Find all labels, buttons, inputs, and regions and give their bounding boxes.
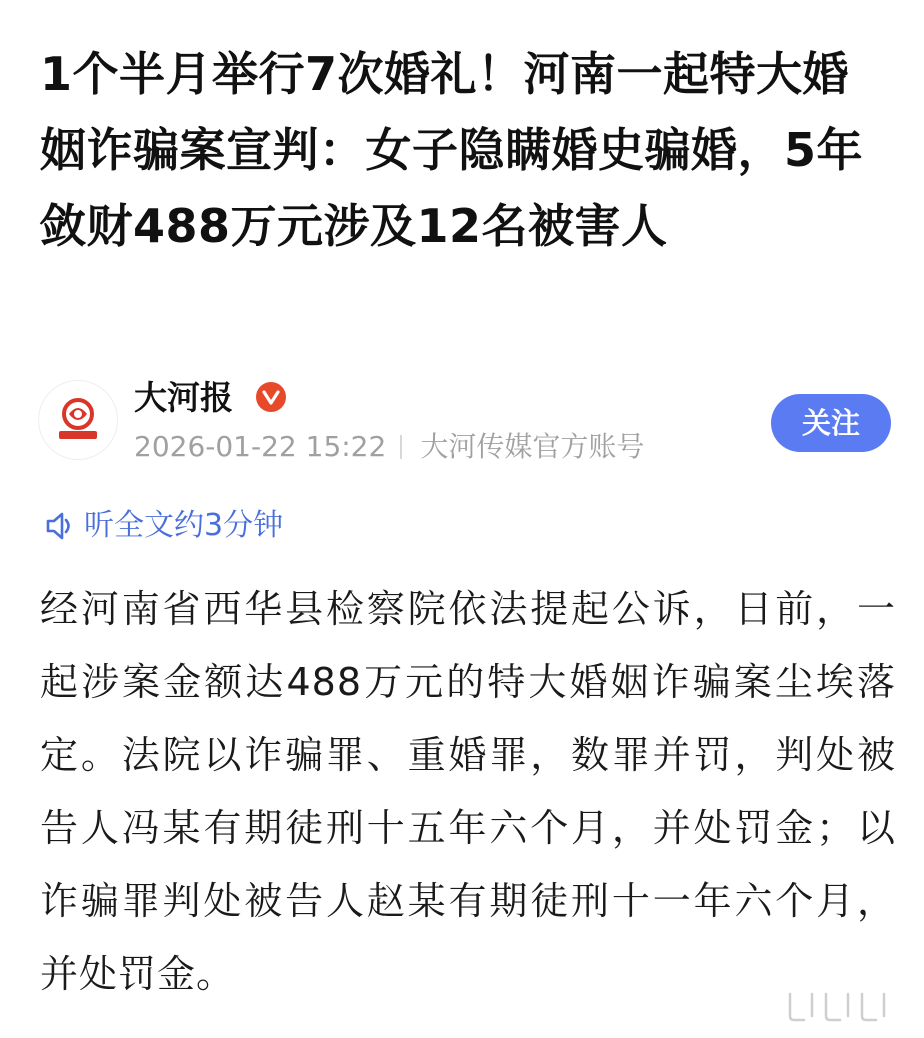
author-meta [134, 428, 644, 466]
listen-full-text-button[interactable] [42, 504, 283, 548]
speaker-icon [42, 508, 78, 544]
author-row [38, 368, 898, 478]
article-title: 1个半月举行7次婚礼！河南一起特大婚姻诈骗案宣判：女子隐瞒婚史骗婚，5年敛财488万元涉及12名被害人 [40, 47, 864, 253]
listen-label: 听全文约3分钟 [84, 508, 284, 543]
article-body: 经河南省西华县检察院依法提起公诉，日前，一起涉案金额达488万元的特大婚姻诈骗案尘埃落定。法院以诈骗罪、重婚罪，数罪并罚，判处被告人冯某有期徒刑十五年六个月，并处罚金；以诈骗罪判处被告人赵某有期徒刑十一年六个月，并处罚金。 [40, 587, 896, 996]
meta-divider [400, 435, 402, 459]
dahe-bao-logo-icon[interactable] [38, 380, 118, 460]
platform-watermark-icon [786, 990, 896, 1024]
account-type: 大河传媒官方账号 [420, 430, 645, 463]
publish-timestamp: 2026-01-22 15:22 [134, 430, 387, 463]
verified-badge-icon [256, 382, 286, 412]
author-name[interactable]: 大河报 [134, 378, 233, 417]
follow-button[interactable]: 关注 [771, 394, 891, 452]
